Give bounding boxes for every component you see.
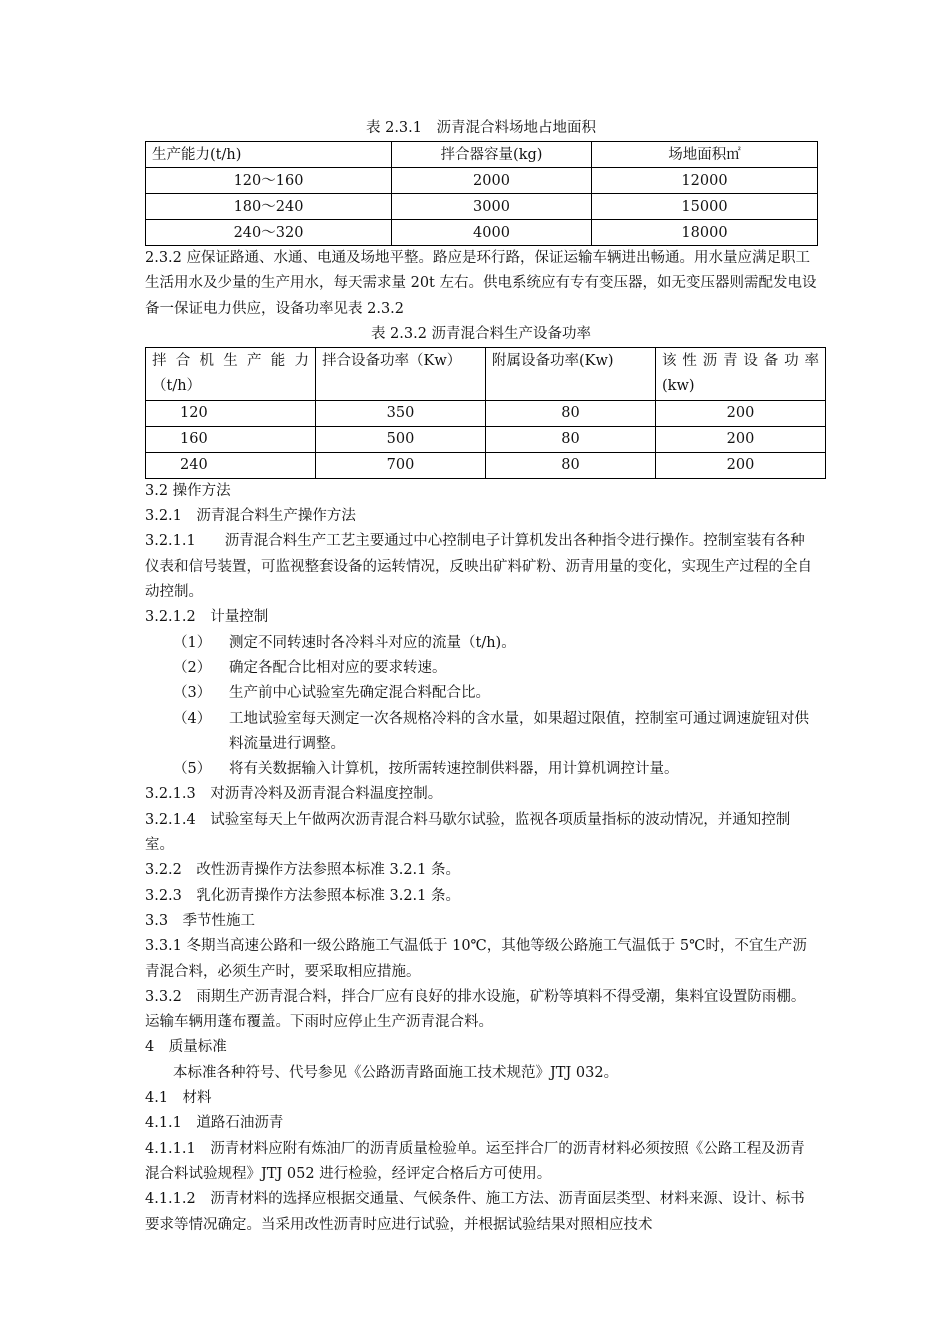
table-cell: 3000 (392, 194, 592, 220)
paragraph-3-2-2: 3.2.2 改性沥青操作方法参照本标准 3.2.1 条。 (145, 862, 461, 879)
section-heading: 4 质量标准 (145, 1039, 227, 1056)
section-heading: 4.1 材料 (145, 1090, 212, 1107)
list-item-number: （5） (173, 761, 212, 778)
table-header-row (146, 347, 826, 400)
list-item (145, 681, 817, 706)
table-cell: 120 (146, 400, 316, 426)
header-line: 该性沥青设备功率 (662, 352, 819, 369)
paragraph-4-1-1-2: 4.1.1.2 沥青材料的选择应根据交通量、气候条件、施工方法、沥青面层类型、材料来源、设计、标书要求等情况确定。当采用改性沥青时应进行试验，并根据试验结果对照相应技术 (145, 1191, 805, 1233)
table-row (146, 168, 818, 194)
table-cell: 15000 (592, 194, 818, 220)
table-header-cell: 拌合器容量(kg) (392, 142, 592, 168)
paragraph-2-3-2: 2.3.2 应保证路通、水通、电通及场地平整。路应是环行路，保证运输车辆进出畅通。用水量应满足职工生活用水及少量的生产用水，每天需求量 20t 左右。供电系统应有专有变压器，如无变压器则需配发电设备一保证电力供应，设备功率见表 2.3.2 (145, 250, 817, 317)
section-heading: 4.1.1 道路石油沥青 (145, 1115, 284, 1132)
list-item-text: 工地试验室每天测定一次各规格冷料的含水量，如果超过限值，控制室可通过调速旋钮对供料流量进行调整。 (229, 710, 809, 752)
table1-plant-area (145, 141, 818, 246)
header-line: (kw) (662, 377, 695, 394)
paragraph-3-3-1: 3.3.1 冬期当高速公路和一级公路施工气温低于 10℃，其他等级公路施工气温低于 5℃时，不宜生产沥青混合料，必须生产时，要采取相应措施。 (145, 938, 807, 980)
table2-equipment-power (145, 347, 826, 479)
table-cell: 18000 (592, 220, 818, 246)
table-cell: 80 (486, 452, 656, 478)
document-body (145, 116, 817, 1238)
table-header-cell: 场地面积㎡ (592, 142, 818, 168)
table-cell: 200 (656, 426, 826, 452)
table-row (146, 220, 818, 246)
paragraph-3-3-2: 3.3.2 雨期生产沥青混合料，拌合厂应有良好的排水设施，矿粉等填料不得受潮，集料宜设置防雨棚。运输车辆用蓬布覆盖。下雨时应停止生产沥青混合料。 (145, 988, 806, 1031)
table-cell: 180～240 (146, 194, 392, 220)
paragraph-3-2-1-3: 3.2.1.3 对沥青冷料及沥青混合料温度控制。 (145, 786, 443, 803)
table-cell: 240 (146, 452, 316, 478)
paragraph-3-2-1-1: 3.2.1.1 沥青混合料生产工艺主要通过中心控制电子计算机发出各种指令进行操作。控制室装有各种仪表和信号装置，可监视整套设备的运转情况，反映出矿料矿粉、沥青用量的变化，实现生产过程的全自动控制。 (145, 533, 812, 601)
section-heading: 3.2 操作方法 (145, 482, 231, 499)
table-header-cell: 拌合设备功率（Kw） (316, 347, 486, 400)
list-item-number: （3） (173, 685, 212, 702)
table-cell: 240～320 (146, 220, 392, 246)
table-header-row (146, 142, 818, 168)
paragraph-3-2-3: 3.2.3 乳化沥青操作方法参照本标准 3.2.1 条。 (145, 887, 461, 904)
table-cell: 160 (146, 426, 316, 452)
table-cell: 350 (316, 400, 486, 426)
table-row (146, 452, 826, 478)
section-heading: 3.2.1.2 计量控制 (145, 609, 269, 626)
table2-caption: 表 2.3.2 沥青混合料生产设备功率 (370, 325, 592, 342)
table-cell: 700 (316, 452, 486, 478)
paragraph-3-2-1-4: 3.2.1.4 试验室每天上午做两次沥青混合料马歇尔试验，监视各项质量指标的波动情况，并通知控制室。 (145, 811, 791, 854)
table-cell: 80 (486, 400, 656, 426)
table-cell: 2000 (392, 168, 592, 194)
paragraph-4-1-1-1: 4.1.1.1 沥青材料应附有炼油厂的沥青质量检验单。运至拌合厂的沥青材料必须按照《公路工程及沥青混合料试验规程》JTJ 052 进行检验，经评定合格后方可使用。 (145, 1140, 805, 1182)
section-heading: 3.3 季节性施工 (145, 912, 256, 929)
list-item (145, 757, 817, 782)
table1-caption: 表 2.3.1 沥青混合料场地占地面积 (365, 120, 596, 136)
table-cell: 200 (656, 452, 826, 478)
table-row (146, 194, 818, 220)
table-cell: 4000 (392, 220, 592, 246)
list-item-text: 生产前中心试验室先确定混合料配合比。 (229, 685, 490, 702)
list-item (145, 656, 817, 681)
table-row (146, 426, 826, 452)
list-item-text: 确定各配合比相对应的要求转速。 (229, 659, 447, 676)
table-cell: 12000 (592, 168, 818, 194)
section-heading: 3.2.1 沥青混合料生产操作方法 (145, 508, 356, 525)
header-line: 拌合机生产能力 (152, 352, 309, 369)
list-item-number: （1） (173, 634, 212, 651)
table-header-cell: 生产能力(t/h) (146, 142, 392, 168)
table-header-cell: 附属设备功率(Kw) (486, 347, 656, 400)
list-item-number: （2） (173, 659, 212, 676)
list-item-number: （4） (173, 710, 212, 727)
table-cell: 200 (656, 400, 826, 426)
list-item-text: 测定不同转速时各冷料斗对应的流量（t/h)。 (229, 634, 516, 651)
table-cell: 80 (486, 426, 656, 452)
paragraph-4-intro: 本标准各种符号、代号参见《公路沥青路面施工技术规范》JTJ 032。 (173, 1064, 619, 1081)
table-header-cell (656, 347, 826, 400)
table-cell: 120～160 (146, 168, 392, 194)
table-header-cell (146, 347, 316, 400)
list-item-text: 将有关数据输入计算机，按所需转速控制供料器，用计算机调控计量。 (229, 761, 679, 778)
table-row (146, 400, 826, 426)
list-item (145, 631, 817, 656)
list-item (145, 707, 817, 758)
table-cell: 500 (316, 426, 486, 452)
header-line: （t/h） (152, 377, 202, 394)
